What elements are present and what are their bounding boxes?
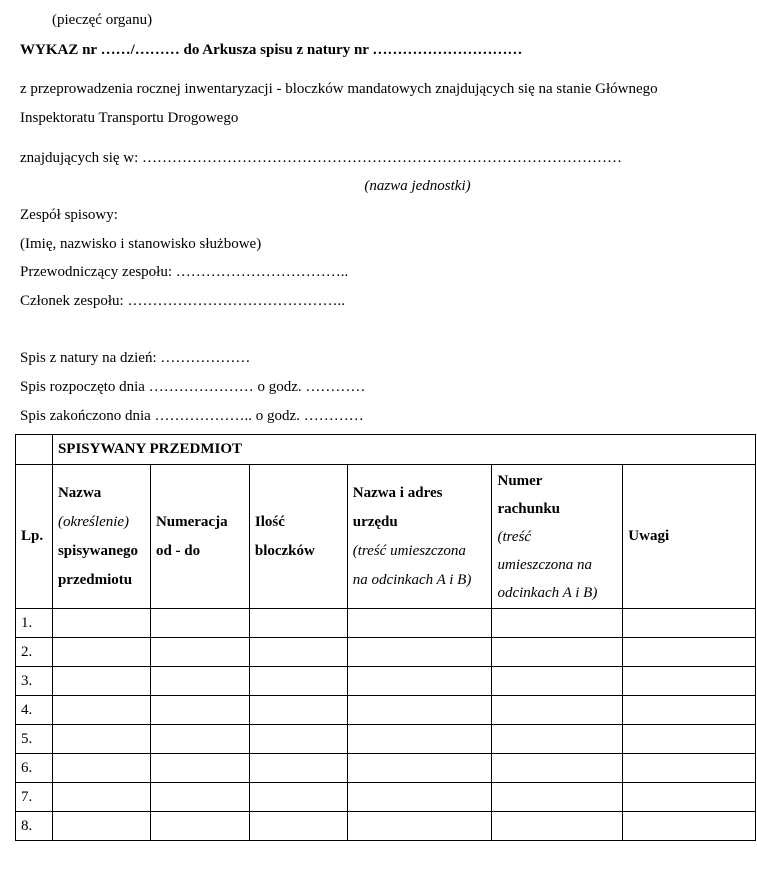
cell-numbering[interactable] [150,696,249,725]
table-row [16,667,756,696]
inventory-end-line: Spis zakończono dnia ……………….. o godz. ………… [20,408,364,424]
cell-account[interactable] [492,696,623,725]
cell-numbering[interactable] [150,667,249,696]
cell-account[interactable] [492,812,623,841]
team-label: Zespół spisowy: [20,207,118,223]
unit-location-line: znajdujących się w: …………………………………………………………………………………… [20,150,623,166]
cell-numbering[interactable] [150,725,249,754]
cell-notes[interactable] [623,812,756,841]
row-number: 1. [16,609,53,638]
cell-name[interactable] [52,754,150,783]
col-header-office: Nazwa i adres urzędu (treść umieszczona na odcinkach A i B) [347,465,492,609]
cell-name[interactable] [52,609,150,638]
cell-quantity[interactable] [249,812,347,841]
row-number: 8. [16,812,53,841]
member-line: Członek zespołu: …………………………………….. [20,293,345,309]
cell-quantity[interactable] [249,638,347,667]
table-row [16,754,756,783]
cell-notes[interactable] [623,696,756,725]
cell-account[interactable] [492,609,623,638]
col-header-numbering: Numeracja od - do [150,465,249,609]
cell-account[interactable] [492,725,623,754]
unit-name-caption: (nazwa jednostki) [364,178,471,194]
col-header-name: Nazwa (określenie) spisywanego przedmiotu [52,465,150,609]
inventory-date-line: Spis z natury na dzień: ……………… [20,350,251,366]
col-header-quantity: Ilość bloczków [249,465,347,609]
intro-text-line-2: Inspektoratu Transportu Drogowego [20,110,239,126]
table-row [16,812,756,841]
chair-line: Przewodniczący zespołu: …………………………….. [20,264,349,280]
inventory-table [15,434,756,841]
cell-numbering[interactable] [150,754,249,783]
table-row [16,638,756,667]
cell-name[interactable] [52,696,150,725]
cell-quantity[interactable] [249,754,347,783]
cell-quantity[interactable] [249,667,347,696]
cell-notes[interactable] [623,638,756,667]
cell-office[interactable] [347,783,492,812]
inventory-start-line: Spis rozpoczęto dnia ………………… o godz. ………… [20,379,366,395]
cell-numbering[interactable] [150,812,249,841]
group-header: SPISYWANY PRZEDMIOT [52,435,755,465]
cell-numbering[interactable] [150,609,249,638]
cell-office[interactable] [347,638,492,667]
row-number: 5. [16,725,53,754]
cell-notes[interactable] [623,783,756,812]
row-number: 6. [16,754,53,783]
cell-name[interactable] [52,783,150,812]
cell-account[interactable] [492,638,623,667]
cell-office[interactable] [347,667,492,696]
col-header-lp: Lp. [16,465,53,609]
team-note: (Imię, nazwisko i stanowisko służbowe) [20,236,262,252]
cell-name[interactable] [52,638,150,667]
col-header-notes: Uwagi [623,465,756,609]
cell-account[interactable] [492,667,623,696]
cell-account[interactable] [492,754,623,783]
cell-office[interactable] [347,812,492,841]
table-corner-cell [16,435,53,465]
cell-office[interactable] [347,725,492,754]
table-row [16,696,756,725]
cell-quantity[interactable] [249,609,347,638]
cell-notes[interactable] [623,609,756,638]
cell-office[interactable] [347,609,492,638]
table-row [16,609,756,638]
cell-name[interactable] [52,812,150,841]
col-header-account: Numer rachunku (treść umieszczona na odcinkach A i B) [492,465,623,609]
cell-quantity[interactable] [249,783,347,812]
row-number: 4. [16,696,53,725]
cell-numbering[interactable] [150,638,249,667]
table-row [16,783,756,812]
row-number: 2. [16,638,53,667]
stamp-caption: (pieczęć organu) [52,12,153,28]
cell-account[interactable] [492,783,623,812]
cell-numbering[interactable] [150,783,249,812]
cell-office[interactable] [347,696,492,725]
cell-office[interactable] [347,754,492,783]
row-number: 3. [16,667,53,696]
intro-text-line-1: z przeprowadzenia rocznej inwentaryzacji - bloczków mandatowych znajdujących się na stanie Głównego [20,81,658,97]
cell-name[interactable] [52,667,150,696]
cell-quantity[interactable] [249,696,347,725]
cell-notes[interactable] [623,754,756,783]
cell-notes[interactable] [623,725,756,754]
document-title: WYKAZ nr ……/……… do Arkusza spisu z natury nr ………………………… [20,42,523,58]
cell-notes[interactable] [623,667,756,696]
table-row [16,725,756,754]
cell-quantity[interactable] [249,725,347,754]
row-number: 7. [16,783,53,812]
cell-name[interactable] [52,725,150,754]
